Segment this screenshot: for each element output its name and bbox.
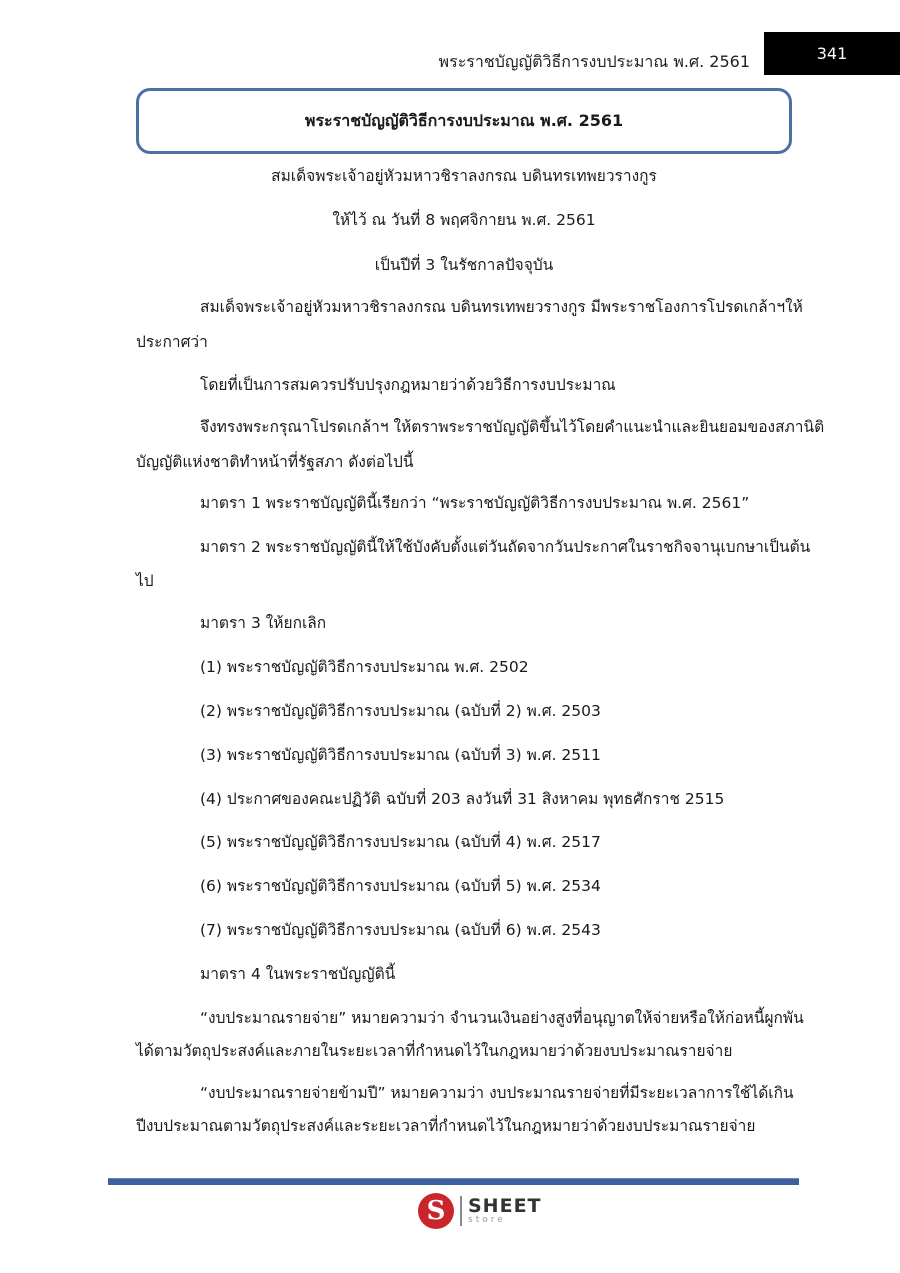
sheet-store-logo xyxy=(418,1192,542,1230)
logo-main-text: SHEET xyxy=(468,1195,542,1217)
preamble-year: เป็นปีที่ 3 ในรัชกาลปัจจุบัน xyxy=(374,256,554,274)
repeal-item: (5) พระราชบัญญัติวิธีการงบประมาณ (ฉบับที่ 4) พ.ศ. 2517 xyxy=(200,833,601,851)
paragraph-line: จึงทรงพระกรุณาโปรดเกล้าฯ ให้ตราพระราชบัญญัติขึ้นไว้โดยคำแนะนำและยินยอมของสภานิติ xyxy=(200,418,825,436)
paragraph-line: ประกาศว่า xyxy=(136,333,208,351)
repeal-item: (7) พระราชบัญญัติวิธีการงบประมาณ (ฉบับที่ 6) พ.ศ. 2543 xyxy=(200,921,601,939)
repeal-item: (2) พระราชบัญญัติวิธีการงบประมาณ (ฉบับที่ 2) พ.ศ. 2503 xyxy=(200,702,601,720)
page-number-box xyxy=(764,32,900,75)
repeal-item: (4) ประกาศของคณะปฏิวัติ ฉบับที่ 203 ลงวันที่ 31 สิงหาคม พุทธศักราช 2515 xyxy=(200,790,725,808)
preamble-given: ให้ไว้ ณ วันที่ 8 พฤศจิกายน พ.ศ. 2561 xyxy=(332,211,596,229)
paragraph-line: สมเด็จพระเจ้าอยู่หัวมหาวชิราลงกรณ บดินทรเทพยวรางกูร มีพระราชโองการโปรดเกล้าฯให้ xyxy=(200,298,803,316)
page-number: 341 xyxy=(816,44,848,63)
definition-line: ได้ตามวัตถุประสงค์และภายในระยะเวลาที่กำหนดไว้ในกฎหมายว่าด้วยงบประมาณรายจ่าย xyxy=(136,1042,733,1060)
preamble-king: สมเด็จพระเจ้าอยู่หัวมหาวชิราลงกรณ บดินทรเทพยวรางกูร xyxy=(271,167,657,185)
section-3: มาตรา 3 ให้ยกเลิก xyxy=(200,614,327,632)
section-4: มาตรา 4 ในพระราชบัญญัตินี้ xyxy=(200,965,396,983)
paragraph-line: โดยที่เป็นการสมควรปรับปรุงกฎหมายว่าด้วยวิธีการงบประมาณ xyxy=(200,376,616,394)
footer-rule xyxy=(108,1178,799,1185)
section-2-line: มาตรา 2 พระราชบัญญัตินี้ให้ใช้บังคับตั้งแต่วันถัดจากวันประกาศในราชกิจจานุเบกษาเป็นต้น xyxy=(200,538,811,556)
logo-wordmark xyxy=(468,1197,542,1225)
repeal-item: (1) พระราชบัญญัติวิธีการงบประมาณ พ.ศ. 2502 xyxy=(200,658,529,676)
definition-line: ปีงบประมาณตามวัตถุประสงค์และระยะเวลาที่กำหนดไว้ในกฎหมายว่าด้วยงบประมาณรายจ่าย xyxy=(136,1117,756,1135)
definition-line: “งบประมาณรายจ่ายข้ามปี” หมายความว่า งบประมาณรายจ่ายที่มีระยะเวลาการใช้ได้เกิน xyxy=(200,1084,794,1102)
act-title-box xyxy=(136,88,792,154)
section-1: มาตรา 1 พระราชบัญญัตินี้เรียกว่า “พระราชบัญญัติวิธีการงบประมาณ พ.ศ. 2561” xyxy=(200,494,750,512)
repeal-item: (3) พระราชบัญญัติวิธีการงบประมาณ (ฉบับที่ 3) พ.ศ. 2511 xyxy=(200,746,601,764)
running-header-title: พระราชบัญญัติวิธีการงบประมาณ พ.ศ. 2561 xyxy=(438,52,750,71)
logo-sub-text: store xyxy=(468,1215,506,1225)
logo-s-icon: S xyxy=(418,1193,454,1229)
section-2-line: ไป xyxy=(136,572,154,590)
definition-line: “งบประมาณรายจ่าย” หมายความว่า จำนวนเงินอย่างสูงที่อนุญาตให้จ่ายหรือให้ก่อหนี้ผูกพัน xyxy=(200,1009,804,1027)
repeal-item: (6) พระราชบัญญัติวิธีการงบประมาณ (ฉบับที่ 5) พ.ศ. 2534 xyxy=(200,877,601,895)
logo-separator xyxy=(460,1196,462,1226)
paragraph-line: บัญญัติแห่งชาติทำหน้าที่รัฐสภา ดังต่อไปนี้ xyxy=(136,453,414,471)
act-title: พระราชบัญญัติวิธีการงบประมาณ พ.ศ. 2561 xyxy=(304,110,624,130)
